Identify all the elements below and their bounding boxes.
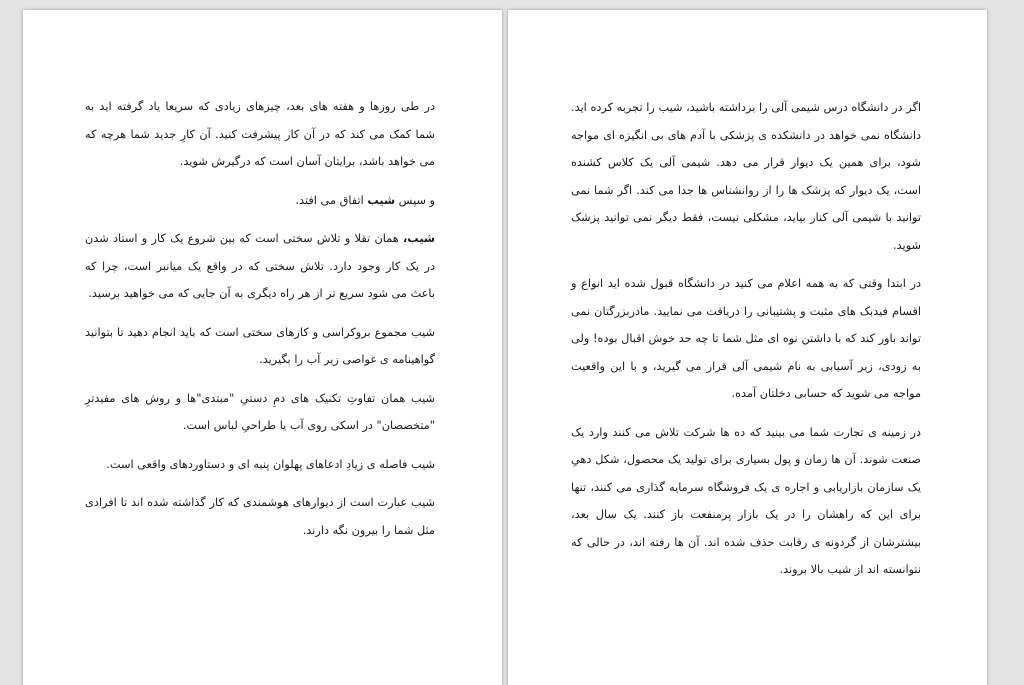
paragraph: شیب مجموع بروکراسی و کارهای سختی است که باید انجام دهید تا بتوانید گواهینامه ی غواصی زیر آب را بگیرید. [85, 325, 435, 366]
paragraph: در ابتدا وقتی که به همه اعلام می کنید در دانشگاه قبول شده اید انواع و اقسام فیدبک های مثبت و پشتیبانی را دریافت می نمایید. مادربزرگتان نمی تواند باور کند که با داشتن نوه ای مثل شما تا چه حد خوش اقبال بوده! ولی به زودی، زیر آسیابی به نام شیمی آلی قرار می گیرید، و با این واقعیت مواجه می شوید که حسابی دخلتان آمده. [571, 277, 921, 400]
paragraph [85, 187, 435, 215]
paragraph [85, 225, 435, 308]
paragraph: در زمینه ی تجارت شما می بینید که ده ها شرکت تلاش می کنند وارد یک صنعت شوند. آن ها زمان و پول بسیاری برای تولید یک محصول، شکل دهیِ یک سازمان بازاریابی و اجاره ی یک فروشگاه سرمایه گذاری می کنند، تنها برای این که راهشان را در یک بازار پرمنفعت باز کنند. یک سال بعد، بیشترشان از گردونه ی رقابت حذف شده اند. آن ها رفته اند، در حالی که نتوانسته اند از شیب بالا بروند. [571, 425, 921, 576]
paragraph: اگر در دانشگاه درس شیمی آلی را برداشته باشید، شیب را تجربه کرده اید. دانشگاه نمی خواهد در دانشکده ی پزشکی با آدم های بی انگیزه ای مواجه شود، برای همین یک دیوار قرار می دهد. شیمی آلی یک کلاس کشنده است، یک دیوار که پزشک ها را از روانشناس ها جدا می کند. اگر شما نمی توانید با شیمی آلی کنار بیاید، مشکلی نیست، فقط دیگر نمی توانید پزشک شوید. [571, 101, 921, 252]
page-1-text [571, 94, 921, 595]
paragraph-text: اتفاق می افتد. [295, 193, 364, 207]
paragraph: شیب عبارت است از دیوارهای هوشمندی که کار گذاشته شده اند تا افرادی مثل شما را بیرون نگه دارند. [85, 496, 435, 537]
paragraph-text: و سپس [398, 193, 435, 207]
bold-term: شیب [367, 193, 396, 207]
paragraph: در طی روزها و هفته های بعد، چیزهای زیادی که سریعا یاد گرفته اید به شما کمک می کند که در آن کار پیشرفت کنید. آن کارِ جدید شما هرچه که می خواهد باشد، برایتان آسان است که درگیرش شوید. [85, 100, 435, 168]
document-page-2[interactable] [23, 10, 502, 685]
document-page-1[interactable] [508, 10, 987, 685]
paragraph: شیب فاصله ی زیادِ ادعاهای پهلوان پنبه ای و دستاوردهای واقعی است. [106, 457, 435, 471]
page-2-text [85, 93, 435, 555]
bold-term: شیب، [403, 232, 435, 245]
paragraph-text: همان تقلا و تلاش سختی است که بین شروع یک کار و استاد شدن در یک کار وجود دارد. تلاش سختی که در واقع یک میانبر است، چرا که باعث می شود سریع تر از هر راه دیگری به آن جایی که می خواهید برسید. [85, 232, 435, 300]
paragraph: شیب همان تفاوتِ تکنیک های دمِ دستیِ "مبتدی"ها و روش های مفیدترِ "متخصصان" در اسکی روی آب یا طراحیِ لباس است. [85, 391, 435, 432]
